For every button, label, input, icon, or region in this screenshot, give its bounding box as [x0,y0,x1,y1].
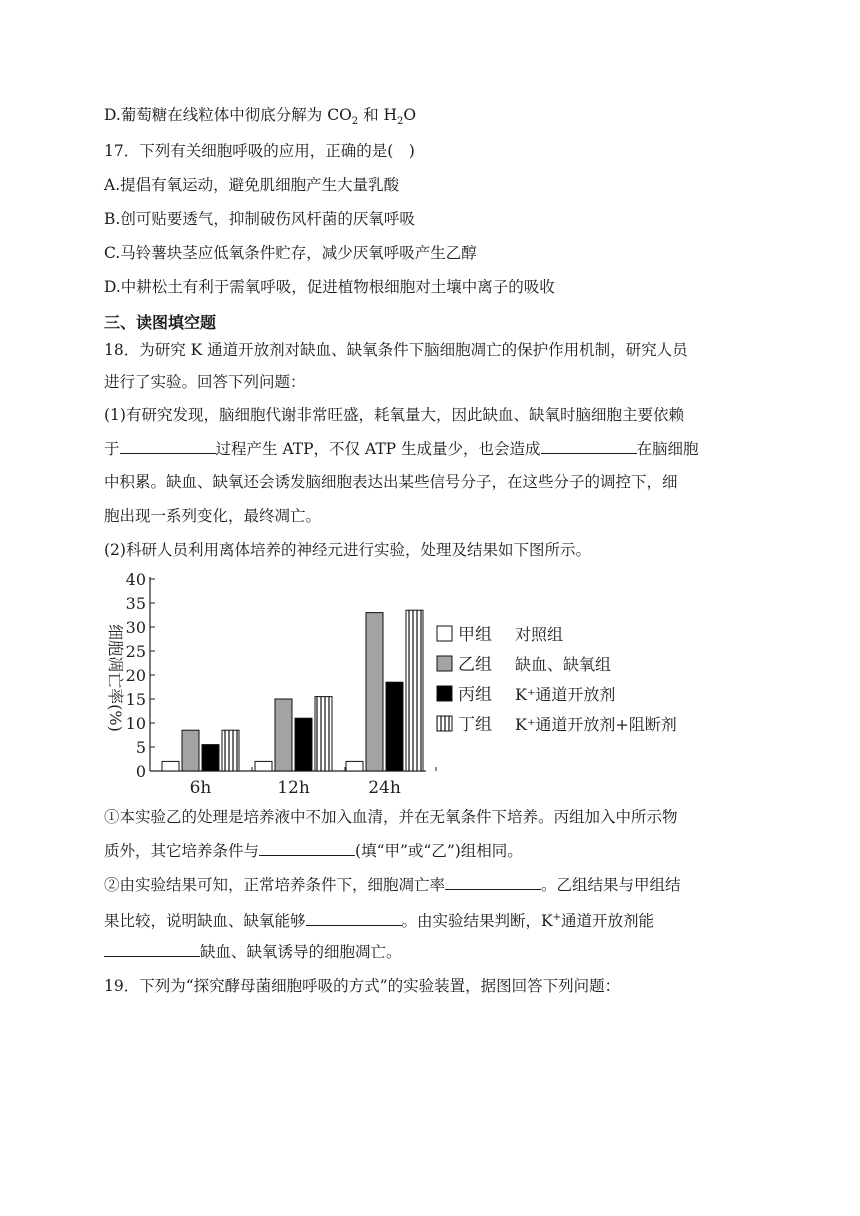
option-17b: B.创可贴要透气，抑制破伤风杆菌的厌氧呼吸 [104,210,415,228]
y-tick-label: 10 [125,714,146,733]
legend-series-desc: 缺血、缺氧组 [515,655,612,674]
x-tick-label: 12h [277,778,310,798]
y-tick-label: 0 [135,762,146,781]
bar-丙组-12h [295,718,312,771]
legend-swatch [437,686,452,701]
bar-丁组-12h [315,697,332,771]
legend-series-desc: K⁺通道开放剂 [515,685,616,704]
question-18-part1-cont: 中积累。缺血、缺氧还会诱发脑细胞表达出某些信号分子，在这些分子的调控下，细 [104,473,678,491]
subquestion-1-blank: 质外，其它培养条件与 (填“甲”或“乙”)组相同。 [104,839,764,862]
legend-series-desc: K⁺通道开放剂+阻断剂 [515,715,677,734]
legend-series-name: 甲组 [458,625,492,645]
question-18-part1-end: 胞出现一系列变化，最终凋亡。 [104,507,322,525]
y-tick-label: 20 [125,666,146,685]
option-17a: A.提倡有氧运动，避免肌细胞产生大量乳酸 [104,176,400,194]
bar-甲组-12h [255,761,272,771]
bar-chart [100,568,720,800]
answer-blank[interactable] [445,873,541,890]
bar-丙组-6h [202,745,219,771]
subquestion-2: ②由实验结果可知，正常培养条件下，细胞凋亡率 。乙组结果与甲组结 [104,873,764,896]
question-19: 19．下列为“探究酵母菌细胞呼吸的方式”的实验装置，据图回答下列问题： [104,977,621,995]
legend-series-desc: 对照组 [515,625,564,644]
y-tick-label: 35 [125,594,146,613]
bar-乙组-24h [366,613,383,771]
question-18-stem-cont: 进行了实验。回答下列问题： [104,373,306,391]
answer-blank[interactable] [104,940,200,957]
y-tick-label: 5 [135,738,146,757]
legend-swatch [437,656,452,671]
bar-乙组-12h [275,699,292,771]
bar-甲组-6h [162,761,179,771]
x-tick-label: 6h [189,778,212,798]
answer-blank[interactable] [259,839,355,856]
question-18-part1-blanks: 于 过程产生 ATP，不仅 ATP 生成量少，也会造成 在脑细胞 [104,437,764,460]
bar-丁组-6h [222,730,239,771]
x-tick-label: 24h [368,778,401,798]
legend-swatch [437,626,452,641]
option-16d: D.葡萄糖在线粒体中彻底分解为 $CO_2$ 和 $H_2O$ [104,106,417,128]
y-tick-label: 30 [125,618,146,637]
bar-乙组-6h [182,730,199,771]
answer-blank[interactable] [541,437,637,454]
question-17: 17．下列有关细胞呼吸的应用，正确的是( ) [104,142,415,160]
y-tick-label: 15 [125,690,146,709]
question-18-part1: (1)有研究发现，脑细胞代谢非常旺盛，耗氧量大，因此缺血、缺氧时脑细胞主要依赖 [104,406,684,424]
section-heading: 三、读图填空题 [104,313,217,332]
subquestion-2-cont: 果比较，说明缺血、缺氧能够 。由实验结果判断，K+通道开放剂能 [104,907,764,932]
question-18-part2: (2)科研人员利用离体培养的神经元进行实验，处理及结果如下图所示。 [104,541,591,559]
y-tick-label: 25 [125,642,146,661]
bar-丙组-24h [386,682,403,771]
legend-series-name: 乙组 [458,655,492,675]
question-18-stem: 18．为研究 K 通道开放剂对缺血、缺氧条件下脑细胞凋亡的保护作用机制，研究人员 [104,341,688,359]
option-17d: D.中耕松土有利于需氧呼吸，促进植物根细胞对土壤中离子的吸收 [104,278,555,296]
subquestion-1: ①本实验乙的处理是培养液中不加入血清，并在无氧条件下培养。丙组加入中所示物 [104,808,678,826]
y-tick-label: 40 [125,570,146,589]
y-axis-label: 细胞凋亡率(%) [106,624,125,732]
bar-甲组-24h [346,761,363,771]
subquestion-2-end: 缺血、缺氧诱导的细胞凋亡。 [104,940,764,963]
answer-blank[interactable] [120,437,216,454]
legend-series-name: 丁组 [458,715,492,735]
answer-blank[interactable] [306,909,402,926]
bar-丁组-24h [406,610,423,771]
legend-swatch [437,716,452,731]
option-17c: C.马铃薯块茎应低氧条件贮存，减少厌氧呼吸产生乙醇 [104,244,477,262]
legend-series-name: 丙组 [458,685,492,705]
